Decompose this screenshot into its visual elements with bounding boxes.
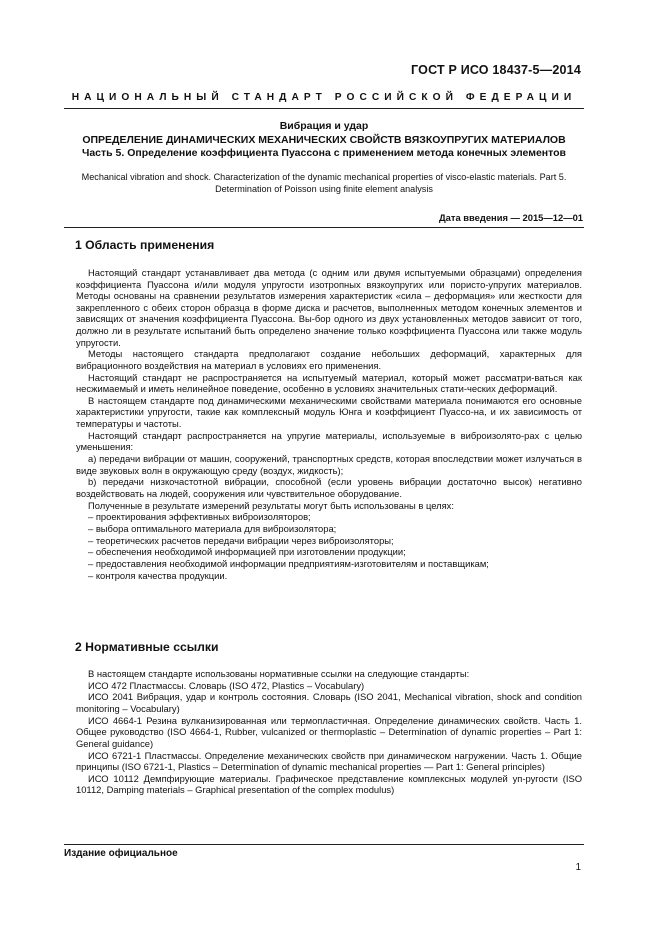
reference-item: ИСО 472 Пластмассы. Словарь (ISO 472, Plastics – Vocabulary) (88, 679, 365, 691)
official-edition-label: Издание официальное (64, 848, 178, 859)
paragraph: Настоящий стандарт не распространяется на испытуемый материал, который может рассматри-ваться как несжимаемый и иметь нелинейное поведение, особенно в условиях значительных стати-ческих деформаций. (76, 371, 582, 395)
introduction-date: Дата введения — 2015—12—01 (438, 212, 583, 223)
section-2-heading: 2 Нормативные ссылки (75, 640, 219, 654)
paragraph: В настоящем стандарте под динамическими механическими свойствами материала понимаются его основные характеристики упругости, такие как комплексный модуль Юнга и коэффициент Пуассо-на, и их зависимость от температуры и частоты. (76, 394, 582, 429)
paragraph: В настоящем стандарте использованы нормативные ссылки на следующие стандарты: (88, 668, 470, 679)
reference-item: ИСО 10112 Демпфирующие материалы. Графическое представление комплексных модулей уп-ругости (ISO 10112, Damping materials – Graphical presentation of the complex modulus) (76, 772, 582, 796)
english-title (40, 172, 608, 195)
paragraph: a) передачи вибрации от машин, сооружений, транспортных средств, которая впоследствии может излучаться в виде звуковых волн в окружающую среду (воздух, жидкость); (76, 452, 582, 476)
paragraph: Полученные в результате измерений результаты могут быть использованы в целях: (88, 499, 454, 511)
header-rule (64, 108, 584, 109)
english-title-line-1: Mechanical vibration and shock. Characterization of the dynamic mechanical properties of visco-elastic materials. Part 5. (81, 172, 567, 182)
list-item: – контроля качества продукции. (88, 569, 228, 581)
section-1-heading: 1 Область применения (75, 238, 215, 252)
document-code: ГОСТ Р ИСО 18437-5—2014 (411, 63, 581, 77)
page-number: 1 (575, 862, 581, 873)
english-title-line-2: Determination of Poisson using finite element analysis (215, 183, 433, 194)
title-line-1: Вибрация и удар (279, 120, 369, 132)
reference-item: ИСО 4664-1 Резина вулканизированная или термопластичная. Определение динамических свойств. Часть 1. Общее руководство (ISO 4664-1, Rubber, vulcanized or thermoplastic – Determination of dynamic properties – Part 1: General guidance) (76, 714, 582, 749)
paragraph: b) передачи низкочастотной вибрации, способной (если уровень вибрации достаточно высок) негативно воздействовать на людей, сооружения или чувствительное оборудование. (76, 476, 582, 499)
reference-item: ИСО 2041 Вибрация, удар и контроль состояния. Словарь (ISO 2041, Mechanical vibration, shock and condition monitoring – Vocabulary) (76, 691, 582, 714)
title-line-3: Часть 5. Определение коэффициента Пуассона с применением метода конечных элементов (81, 147, 567, 159)
list-item: – теоретических расчетов передачи вибрации через виброизоляторы; (88, 534, 394, 546)
reference-item: ИСО 6721-1 Пластмассы. Определение механических свойств при динамическом нагружении. Часть 1. Общие принципы (ISO 6721-1, Plastics – Determination of dynamic mechanical properties — Part 1: General principles) (76, 749, 582, 773)
date-rule (64, 227, 584, 228)
title-block (40, 120, 608, 161)
section-2-body (76, 668, 582, 796)
paragraph: Настоящий стандарт распространяется на упругие материалы, используемые в виброизолято-рах с целью уменьшения: (76, 429, 582, 453)
national-standard-banner: НАЦИОНАЛЬНЫЙ СТАНДАРТ РОССИЙСКОЙ ФЕДЕРАЦИИ (71, 92, 577, 103)
title-line-2: ОПРЕДЕЛЕНИЕ ДИНАМИЧЕСКИХ МЕХАНИЧЕСКИХ СВОЙСТВ ВЯЗКОУПРУГИХ МАТЕРИАЛОВ (82, 133, 566, 146)
paragraph: Настоящий стандарт устанавливает два метода (с одним или двумя испытуемыми образцами) определения коэффициента Пуассона и/или модуля упругости изотропных вязкоупругих или пористо-упругих материалов. Методы основаны на сравнении результатов измерения характеристик «сила – деформация» или жесткости для закрепленного с обеих сторон образца в форме диска и расчетов, выполненных методом конечных элементов и зависящих от значения коэффициента Пуассона. Вы-бор одного из двух установленных методов зависит от того, должно ли в результате испытаний быть определено значение только коэффициента Пуассона или также модуль упругости. (76, 267, 582, 348)
list-item: – проектирования эффективных виброизоляторов; (88, 511, 311, 523)
list-item: – обеспечения необходимой информацией при изготовлении продукции; (88, 546, 406, 558)
list-item: – предоставления необходимой информации предприятиям-изготовителям и поставщикам; (88, 557, 489, 569)
footer-rule (64, 844, 584, 845)
paragraph: Методы настоящего стандарта предполагают создание небольших деформаций, характерных для вибрационного воздействия на материал в условиях его применения. (76, 348, 582, 371)
section-1-body (76, 267, 582, 581)
list-item: – выбора оптимального материала для виброизолятора; (88, 522, 337, 534)
